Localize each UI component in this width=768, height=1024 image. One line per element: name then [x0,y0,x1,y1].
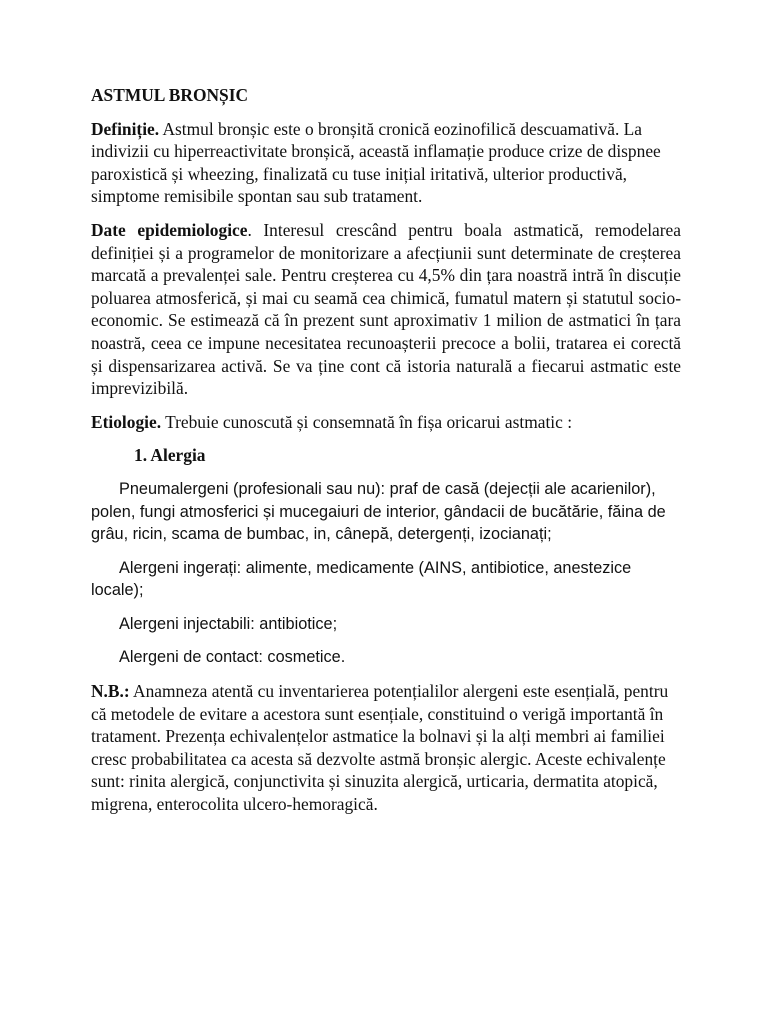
section-heading-allergy: 1. Alergia [134,445,206,466]
epidemiology-label: Date epidemiologice [91,219,248,240]
contact-allergens-paragraph: Alergeni de contact: cosmetice. [119,648,346,667]
document-body [91,84,681,827]
epidemiology-text: . Interesul crescând pentru boala astmatică, remodelarea definiției și a programelor de monitorizare a afecțiunii sunt determinate de creșterea marcată a prevalenței sale. Pentru creșterea cu 4,5% din țara noastră intră în discuție poluarea atmosferică, și mai cu seamă cea chimică, fumatul matern și statutul socio-economic. Se estimează că în prezent sunt aproximativ 1 milion de astmatici în țara noastră, ceea ce impune necesitatea recunoașterii precoce a bolii, tratarea ei corectă și dispensarizarea activă. Se va ține cont că istoria naturală a fiecarui astmatic este imprevizibilă. [91,219,681,399]
definition-label: Definiție. [91,118,160,139]
etiology-paragraph [91,411,681,434]
ingested-allergens-paragraph: Alergeni ingerați: alimente, medicamente (AINS, antibiotice, anestezice locale); [91,558,632,600]
nb-label: N.B.: [91,681,130,702]
injectable-allergens-paragraph: Alergeni injectabili: antibiotice; [119,614,338,633]
nb-text: Anamneza atentă cu inventarierea potențialilor alergeni este esențială, pentru că metodele de evitare a acestora sunt esențiale, constituind o verigă importantă în tratament. Prezența echivalențelor astmatice la bolnavi și la alți membri ai familiei cresc probabilitatea ca acesta să dezvolte astmă bronșic alergic. Aceste echivalențe sunt: rinita alergică, conjunctivita și sinuzita alergică, urticaria, dermatita atopică, migrena, enterocolita ulcero-hemoragică. [91,681,669,815]
definition-paragraph [91,118,681,208]
document-title: ASTMUL BRONȘIC [91,85,249,105]
etiology-label: Etiologie. [91,411,162,432]
nb-paragraph [91,680,681,816]
definition-text: Astmul bronșic este o bronșită cronică eozinofilică descuamativă. La indivizii cu hiperreactivitate bronșică, această inflamație produce crize de dispnee paroxistică și wheezing, finalizată cu tuse inițial iritativă, ulterior productivă, simptome remisibile spontan sau sub tratament. [91,118,661,207]
etiology-text: Trebuie cunoscută și consemnată în fișa oricarui astmatic : [161,411,573,432]
pneumoallergens-paragraph: Pneumalergeni (profesionali sau nu): praf de casă (dejecții ale acarienilor), polen, fungi atmosferici și mucegaiuri de interior, gândacii de bucătărie, făina de grâu, ricin, scama de bumbac, in, cânepă, detergenți, izocianați; [91,479,666,544]
epidemiology-paragraph [91,219,681,400]
